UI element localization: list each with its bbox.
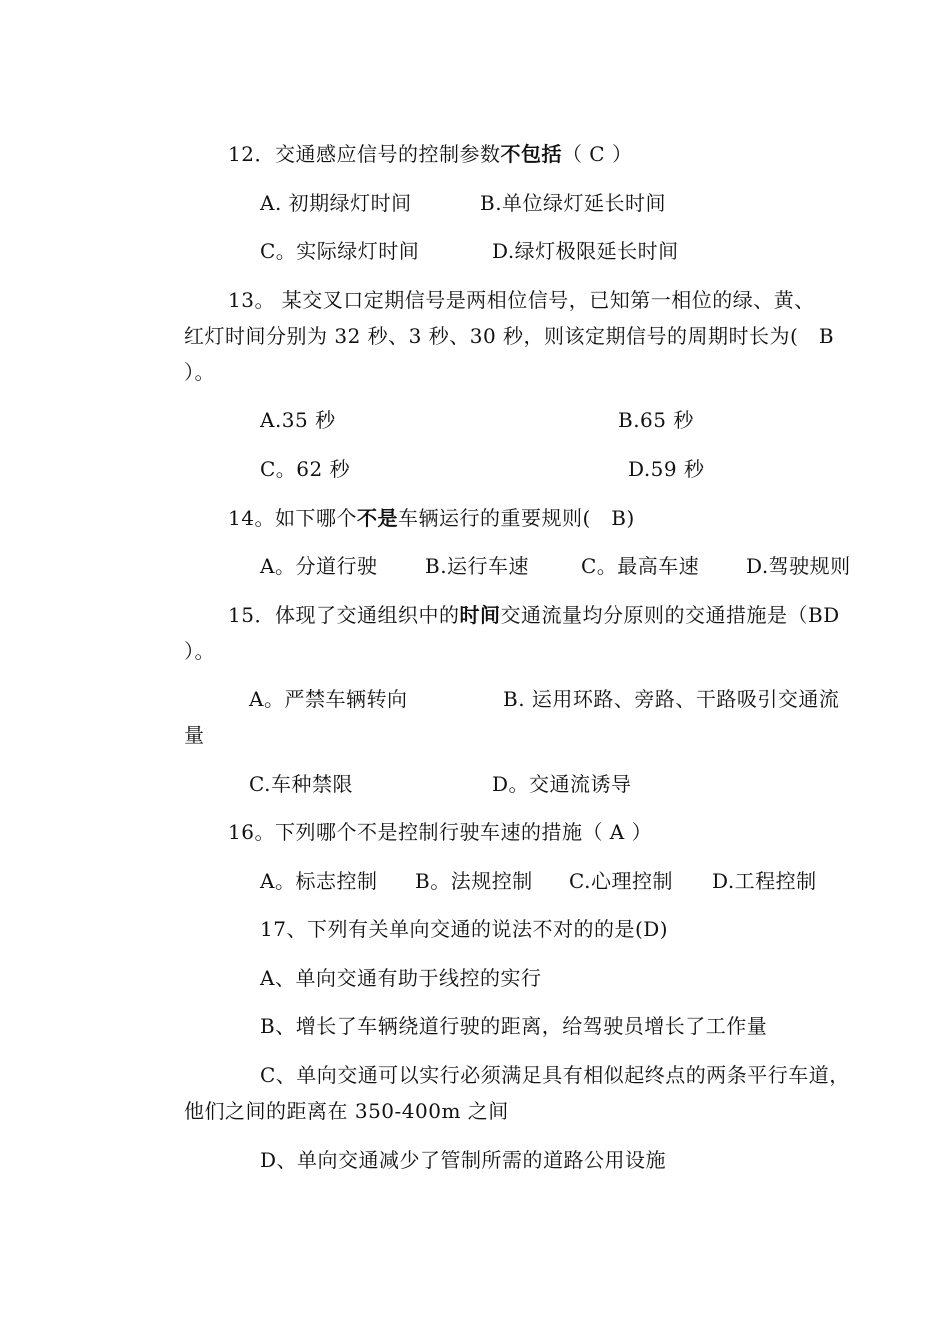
question-17-option-c-line-1: C、单向交通可以实行必须满足具有相似起终点的两条平行车道， bbox=[260, 1063, 850, 1087]
question-13-option-d: D.59 秒 bbox=[628, 457, 705, 481]
question-15-option-c: C.车种禁限 bbox=[249, 772, 353, 796]
question-17-option-c-line-2: 他们之间的距离在 350-400m 之间 bbox=[184, 1099, 509, 1123]
question-17: 17、下列有关单向交通的说法不对的的是(D) bbox=[260, 917, 669, 941]
question-14-option-b: B.运行车速 bbox=[425, 554, 530, 578]
question-13-line-3: ）。 bbox=[184, 360, 215, 384]
question-12 bbox=[228, 140, 632, 168]
question-14-option-c: C。最高车速 bbox=[581, 554, 700, 578]
question-12-option-b: B.单位绿灯延长时间 bbox=[480, 191, 667, 215]
question-14-option-d: D.驾驶规则 bbox=[746, 554, 851, 578]
question-12-answer: （ C ） bbox=[561, 142, 633, 166]
question-14 bbox=[228, 504, 635, 532]
question-14-answer: 车辆运行的重要规则( B) bbox=[397, 506, 635, 530]
question-12-emphasis: 不包括 bbox=[500, 142, 562, 166]
question-13-line-2: 红灯时间分别为 32 秒、3 秒、30 秒，则该定期信号的周期时长为( B bbox=[184, 324, 835, 348]
question-16-option-a: A。标志控制 bbox=[260, 869, 378, 893]
question-16-option-b: B。法规控制 bbox=[415, 869, 533, 893]
question-13-option-a: A.35 秒 bbox=[260, 408, 336, 432]
question-13-option-c: C。62 秒 bbox=[260, 457, 351, 481]
question-14-text: 14。如下哪个 bbox=[228, 506, 357, 530]
question-16-option-c: C.心理控制 bbox=[569, 869, 673, 893]
question-15-answer: 交通流量均分原则的交通措施是（BD bbox=[500, 603, 840, 627]
question-12-option-d: D.绿灯极限延长时间 bbox=[492, 239, 679, 263]
question-15-emphasis: 时间 bbox=[459, 603, 501, 627]
question-15-line-2: ）。 bbox=[184, 639, 215, 663]
question-16: 16。下列哪个不是控制行驶车速的措施（ A ） bbox=[228, 820, 653, 844]
question-15-option-b-continued: 量 bbox=[184, 723, 205, 747]
question-13-option-b: B.65 秒 bbox=[618, 408, 694, 432]
question-14-option-a: A。分道行驶 bbox=[260, 554, 378, 578]
question-15-option-d: D。交通流诱导 bbox=[492, 772, 632, 796]
question-12-option-a: A. 初期绿灯时间 bbox=[260, 191, 412, 215]
question-15 bbox=[228, 601, 840, 629]
question-13-line-1: 13。 某交叉口定期信号是两相位信号，已知第一相位的绿、黄、 bbox=[228, 288, 815, 312]
question-15-option-b: B. 运用环路、旁路、干路吸引交通流 bbox=[503, 687, 840, 711]
question-17-option-a: A、单向交通有助于线控的实行 bbox=[260, 966, 542, 990]
question-12-option-c: C。实际绿灯时间 bbox=[260, 239, 420, 263]
question-12-text: 12．交通感应信号的控制参数 bbox=[228, 142, 501, 166]
question-15-text: 15．体现了交通组织中的 bbox=[228, 603, 460, 627]
question-17-option-b: B、增长了车辆绕道行驶的距离，给驾驶员增长了工作量 bbox=[260, 1014, 768, 1038]
question-16-option-d: D.工程控制 bbox=[712, 869, 817, 893]
question-14-emphasis: 不是 bbox=[356, 506, 398, 530]
question-17-option-d: D、单向交通减少了管制所需的道路公用设施 bbox=[260, 1148, 667, 1172]
question-15-option-a: A。严禁车辆转向 bbox=[249, 687, 408, 711]
